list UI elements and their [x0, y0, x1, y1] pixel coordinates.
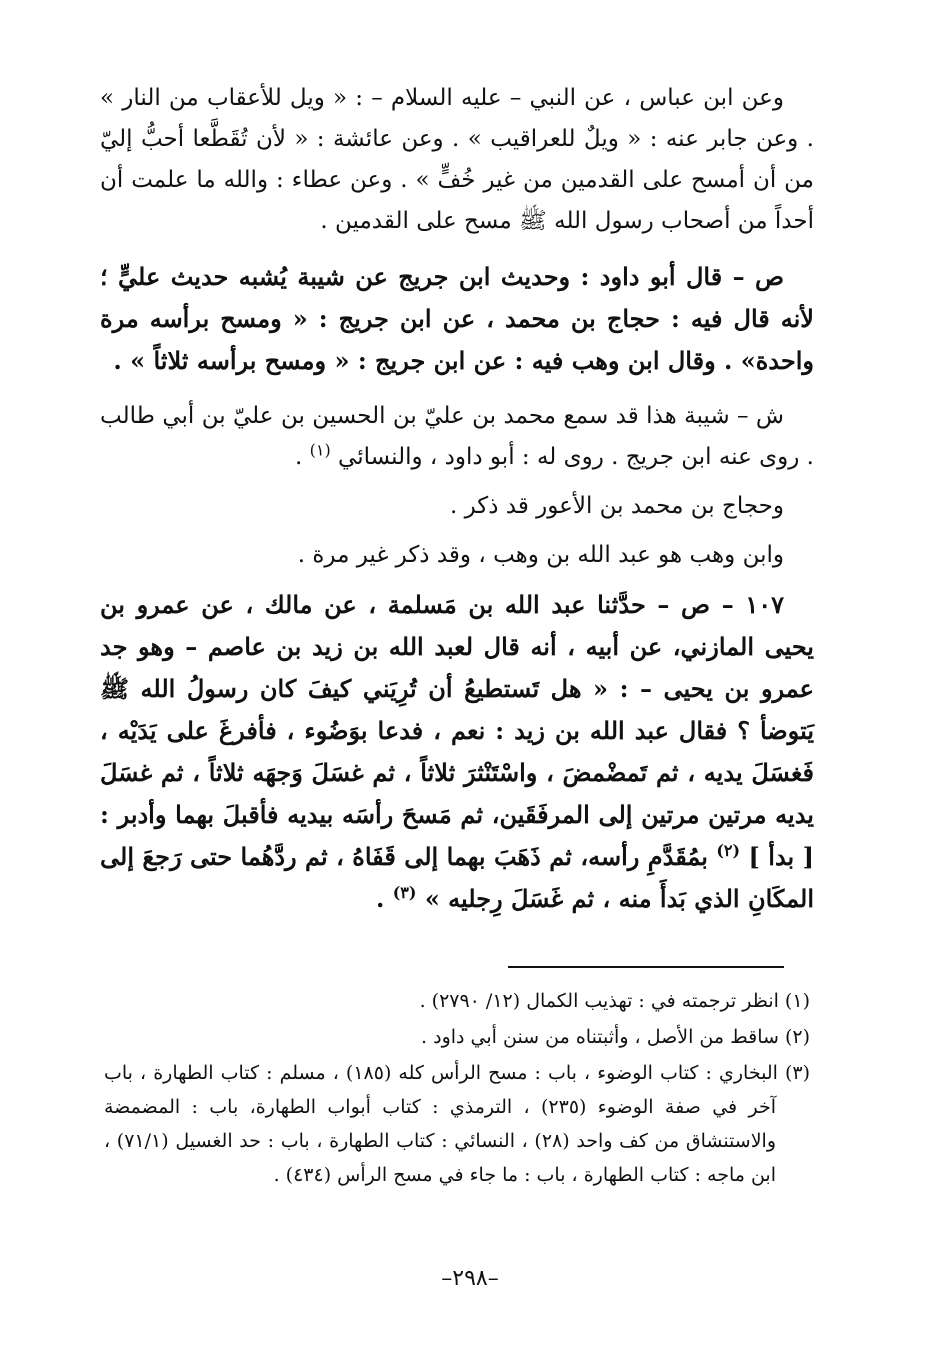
paragraph-hadith-107 [100, 584, 814, 920]
footnote-ref-3[interactable]: (٣) [392, 883, 417, 902]
paragraph-text: وابن وهب هو عبد الله بن وهب ، وقد ذكر غير مرة . [297, 542, 784, 568]
paragraph-text: وعن ابن عباس ، عن النبي – عليه السلام – : « ويل للأعقاب من النار » . وعن جابر عنه : « ويلٌ للعراقيب » . وعن عائشة : « لأن تُقَطَّعا أحبُّ إليّ من أن أمسح على القدمين من غير خُفٍّ » . وعن عطاء : والله ما علمت أن أحداً من أصحاب رسول الله ﷺ مسح على القدمين . [100, 85, 814, 234]
paragraph-ibn-wahb [100, 535, 814, 576]
footnotes [104, 984, 810, 1194]
footnote-2: (٢) ساقط من الأصل ، وأثبتناه من سنن أبي داود . [421, 1026, 810, 1048]
paragraph-text: وحجاج بن محمد بن الأعور قد ذكر . [449, 493, 784, 519]
footnote-1: (١) انظر ترجمته في : تهذيب الكمال (١٢/ ٢٧٩٠) . [419, 990, 810, 1012]
page-number: –٢٩٨– [441, 1266, 499, 1291]
footnote-ref-2[interactable]: (٢) [716, 841, 741, 860]
paragraph-abu-dawud-comment [100, 256, 814, 382]
main-text [100, 78, 814, 934]
paragraph-sharh-shayba [100, 396, 814, 478]
paragraph-text: . [375, 884, 393, 913]
paragraph-text: بمُقَدَّمِ رأسه، ثم ذَهَبَ بهما إلى قَفَاهُ ، ثم ردَّهُما حتى رَجعَ إلى المكَانِ الذي بَدأَ منه ، ثم غَسَلَ رِجليه » [100, 842, 814, 913]
paragraph-hajjaj [100, 486, 814, 527]
footnote-ref-1[interactable]: (١) [309, 440, 331, 460]
paragraph-hadith-reports [100, 78, 814, 242]
paragraph-text: . [295, 444, 310, 470]
paragraph-text: ١٠٧ – ص – حدَّثنا عبد الله بن مَسلمة ، عن مالك ، عن عمرو بن يحيى المازني، عن أبيه ، أنه قال لعبد الله بن زيد بن عاصم – وهو جد عمرو بن يحيى – : « هل تَستطيعُ أن تُرِيَني كيفَ كان رسولُ الله ﷺ يَتوضأ ؟ فقال عبد الله بن زيد : نعم ، فدعا بوَضُوء ، فأفرغَ على يَدَيْه ، فَغسَلَ يديه ، ثم تَمضْمضَ ، واسْتَنْثرَ ثلاثاً ، ثم غسَلَ وَجهَه ثلاثاً ، ثم غسَلَ يديه مرتين مرتين إلى المرفَقَين، ثم مَسحَ رأسَه بيديه فأقبلَ بهما وأدبر : [ بدأ ] [100, 590, 814, 871]
footnote-divider [508, 966, 784, 968]
footnote-3: (٣) البخاري : كتاب الوضوء ، باب : مسح الرأس كله (١٨٥) ، مسلم : كتاب الطهارة ، باب آخر في صفة الوضوء (٢٣٥) ، الترمذي : كتاب أبواب الطهارة، باب : المضمضة والاستنشاق من كف واحد (٢٨) ، النسائي : كتاب الطهارة ، باب : حد الغسيل (٧١/١) ، ابن ماجه : كتاب الطهارة ، باب : ما جاء في مسح الرأس (٤٣٤) . [104, 1062, 811, 1186]
paragraph-text: ص – قال أبو داود : وحديث ابن جريج عن شيبة يُشبه حديث عليٍّ ؛ لأنه قال فيه : حجاج بن محمد ، عن ابن جريج : « ومسح برأسه مرة واحدة» . وقال ابن وهب فيه : عن ابن جريج : « ومسح برأسه ثلاثاً » . [100, 262, 814, 375]
paragraph-text: ش – شيبة هذا قد سمع محمد بن عليّ بن الحسين بن عليّ بن أبي طالب . روى عنه ابن جريج . روى له : أبو داود ، والنسائي [100, 403, 814, 470]
